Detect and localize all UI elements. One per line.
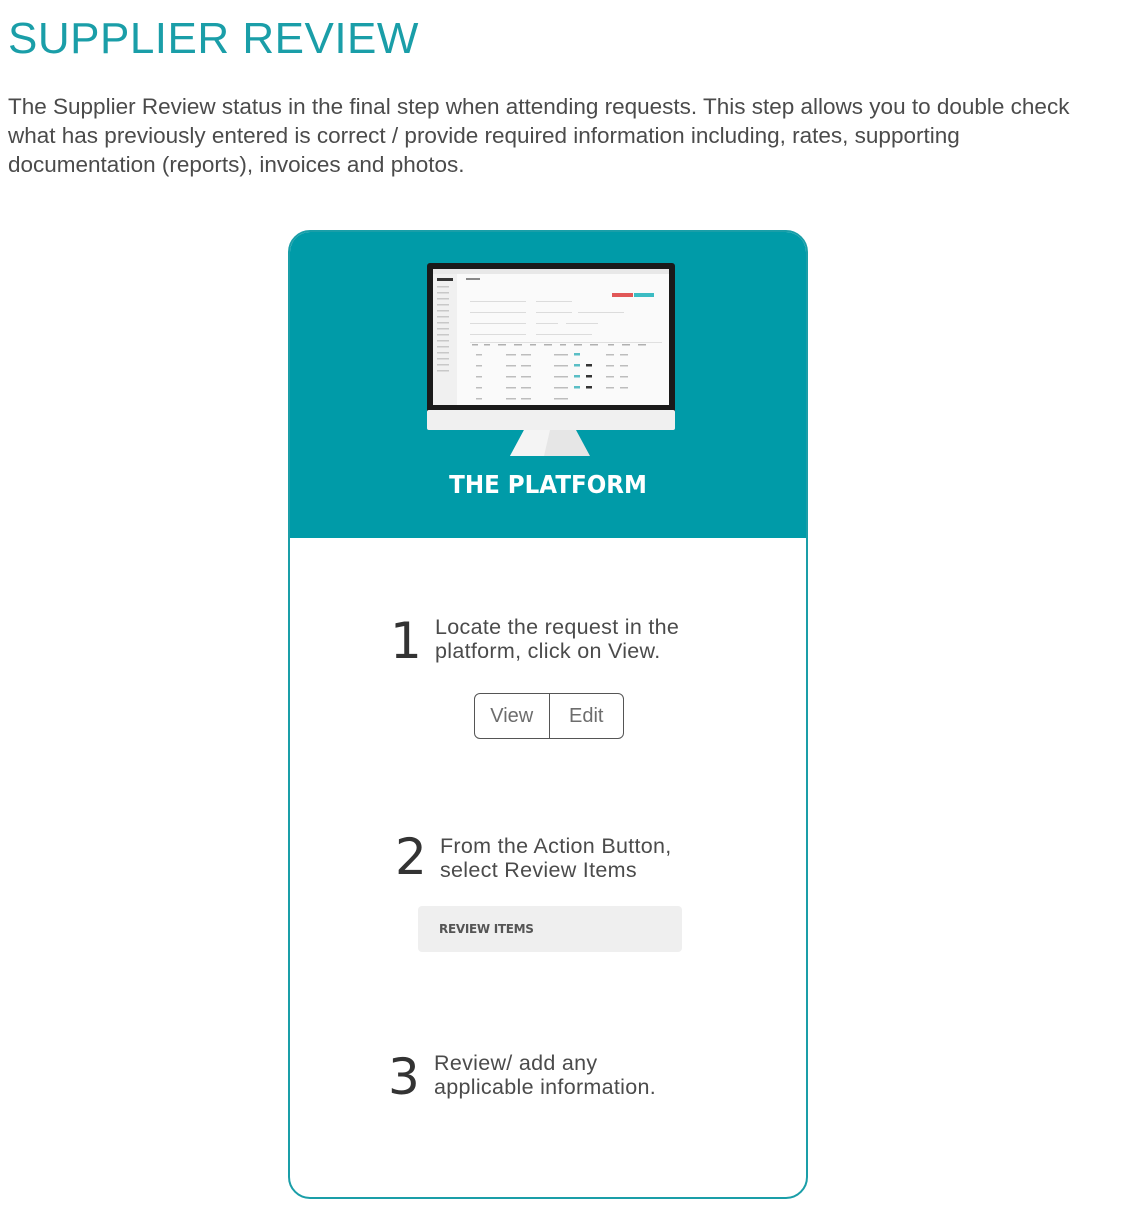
edit-button[interactable]: Edit xyxy=(569,704,604,727)
card-header xyxy=(290,232,806,538)
step-3-text: Review/ add any applicable information. xyxy=(434,1051,657,1099)
step-3-number: 3 xyxy=(388,1048,420,1106)
step-1-text: Locate the request in the platform, click on View. xyxy=(435,615,680,663)
review-items-button[interactable]: REVIEW ITEMS xyxy=(418,906,682,952)
step-2-text: From the Action Button, select Review Items xyxy=(440,834,672,882)
desktop-monitor-icon xyxy=(426,262,676,462)
step-1-number: 1 xyxy=(390,612,422,670)
step-2-number: 2 xyxy=(395,828,427,886)
intro-paragraph: The Supplier Review status in the final step when attending requests. This step allows you to double check what has previously entered is correct / provide required information including, rates, supporting documentation (reports), invoices and photos. xyxy=(8,94,1070,177)
view-button[interactable]: View xyxy=(475,694,550,738)
platform-card xyxy=(288,230,808,1199)
page-title: SUPPLIER REVIEW xyxy=(8,14,419,63)
card-heading: THE PLATFORM xyxy=(449,470,647,499)
view-edit-button-group xyxy=(474,693,624,739)
